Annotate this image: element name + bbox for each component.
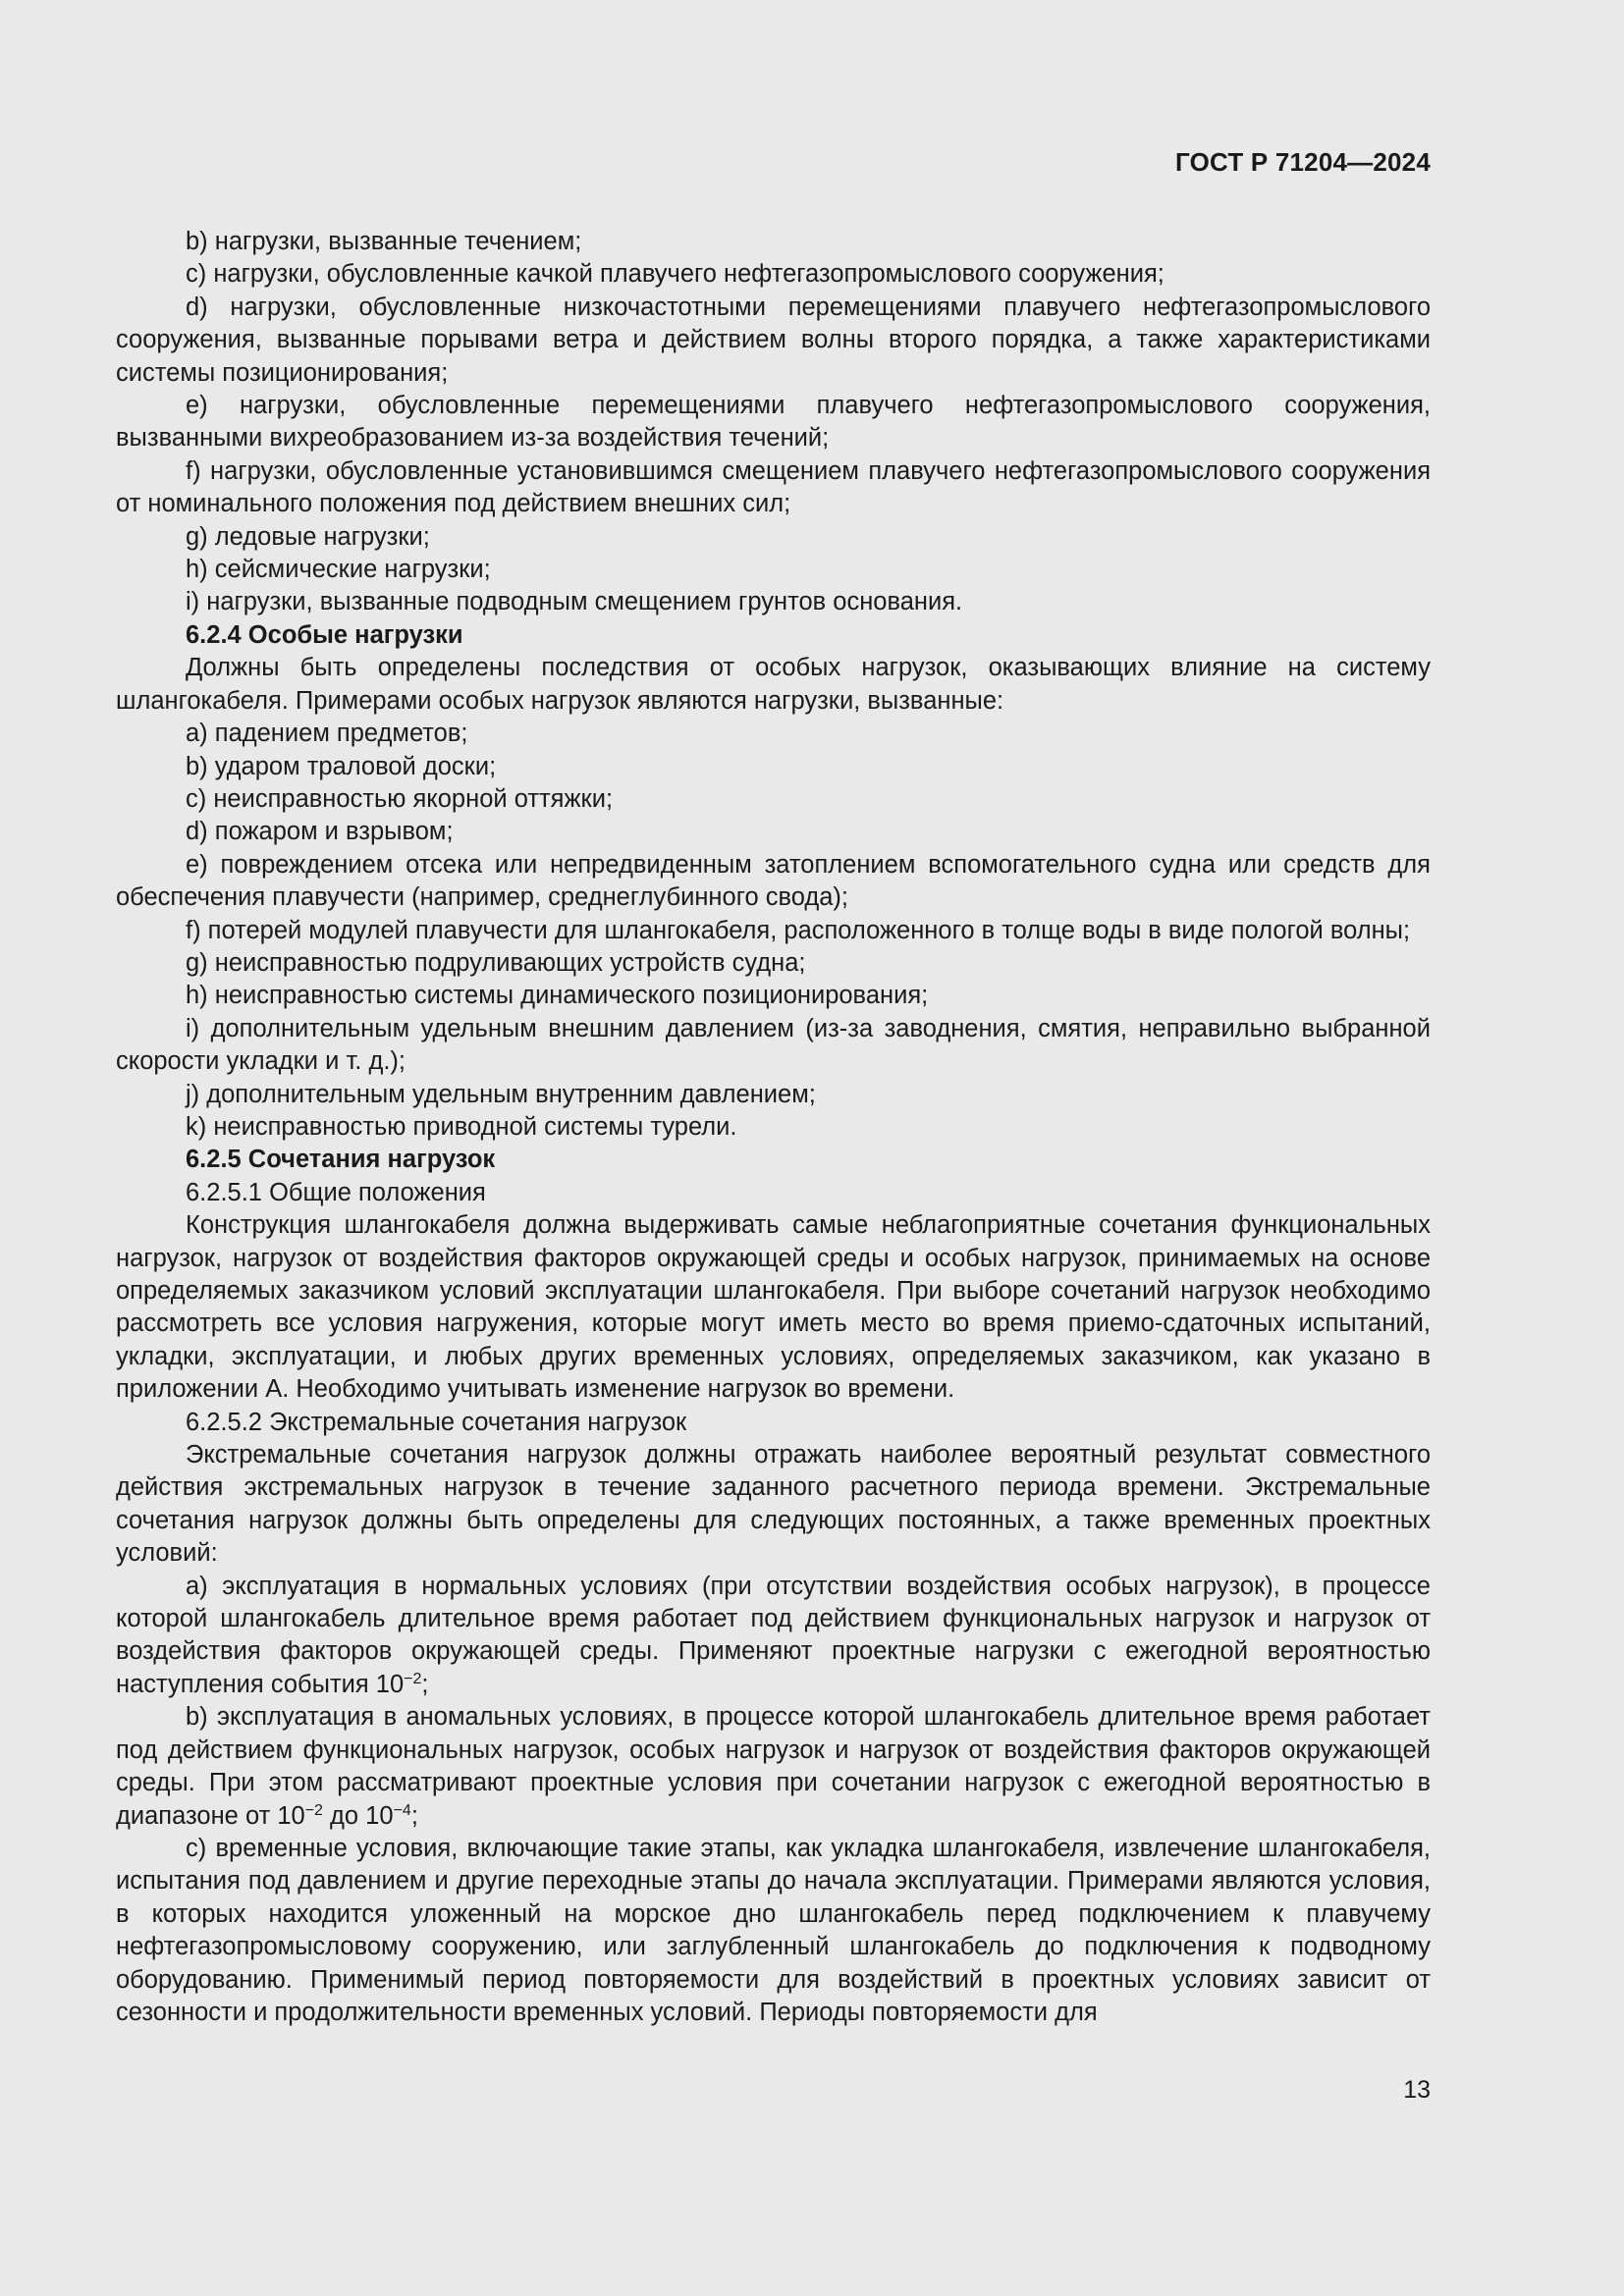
paragraph-extreme-combinations: Экстремальные сочетания нагрузок должны отражать наиболее вероятный результат совместного действия экстремальных нагрузок в течение заданного расчетного периода времени. Экстремальные сочетания нагрузок должны быть определены для следующих постоянных, а также временных проектных условий: <box>116 1441 1431 1568</box>
section-heading-6-2-4: 6.2.4 Особые нагрузки <box>186 620 463 649</box>
exponent: −2 <box>404 1670 422 1687</box>
paragraph-text: b) эксплуатация в аномальных условиях, в процессе которой шлангокабель длительное время работает под действием функциональных нагрузок, особых нагрузок и нагрузок от воздействия факторов окружающей среды. При этом рассматривают проектные условия при сочетании нагрузок с ежегодной вероятностью в диапазоне от 10 <box>116 1703 1431 1830</box>
list-item-i-external-pressure: i) дополнительным удельным внешним давлением (из-за заводнения, смятия, неправильно выбранной скорости укладки и т. д.); <box>116 1014 1431 1076</box>
list-item-b-trawl: b) ударом траловой доски; <box>186 752 497 780</box>
paragraph-tail: ; <box>410 1801 418 1830</box>
paragraph-text: a) эксплуатация в нормальных условиях (при отсутствии воздействия особых нагрузок), в процессе которой шлангокабель длительное время работает под действием функциональных нагрузок и нагрузок от воздействия факторов окружающей среды. Применяют проектные нагрузки с ежегодной вероятностью наступления события 10 <box>116 1572 1431 1698</box>
section-heading-6-2-5: 6.2.5 Сочетания нагрузок <box>186 1146 496 1174</box>
list-item-f-buoyancy: f) потерей модулей плавучести для шлангокабеля, расположенного в толще воды в виде пологой волны; <box>186 916 1411 944</box>
list-item-b-abnormal-operation <box>116 1701 1431 1833</box>
list-item-c-rolling: c) нагрузки, обусловленные качкой плавучего нефтегазопромыслового сооружения; <box>186 260 1164 289</box>
list-item-e-flooding: e) повреждением отсека или непредвиденным затоплением вспомогательного судна или средств для обеспечения плавучести (например, среднеглубинного свода); <box>116 850 1431 912</box>
list-item-f-offset: f) нагрузки, обусловленные установившимся смещением плавучего нефтегазопромыслового сооружения от номинального положения под действием внешних сил; <box>116 456 1431 518</box>
list-item-d-low-frequency: d) нагрузки, обусловленные низкочастотными перемещениями плавучего нефтегазопромыслового сооружения, вызванные порывами ветра и действием волны второго порядка, а также характеристиками системы позиционирования; <box>116 293 1431 387</box>
list-item-h-seismic: h) сейсмические нагрузки; <box>186 556 491 584</box>
paragraph-tail: ; <box>421 1670 429 1698</box>
paragraph-load-combinations: Конструкция шлангокабеля должна выдерживать самые неблагоприятные сочетания функциональных нагрузок, нагрузок от воздействия факторов окружающей среды и особых нагрузок, принимаемых на основе определяемых заказчиком условий эксплуатации шлангокабеля. При выборе сочетаний нагрузок необходимо рассмотреть все условия нагружения, которые могут иметь место во время приемо-сдаточных испытаний, укладки, эксплуатации, и любых других временных условиях, определяемых заказчиком, как указано в приложении А. Необходимо учитывать изменение нагрузок во времени. <box>116 1211 1431 1404</box>
document-body <box>116 226 1431 2029</box>
exponent: −2 <box>304 1801 323 1819</box>
list-item-k-turret: k) неисправностью приводной системы турели. <box>186 1112 737 1141</box>
list-item-d-fire: d) пожаром и взрывом; <box>186 818 454 846</box>
document-code-header: ГОСТ Р 71204—2024 <box>1175 147 1431 177</box>
list-item-i-soil: i) нагрузки, вызванные подводным смещением грунтов основания. <box>186 588 963 616</box>
list-item-c-mooring: c) неисправностью якорной оттяжки; <box>186 784 614 813</box>
list-item-j-internal-pressure: j) дополнительным удельным внутренним давлением; <box>186 1080 816 1108</box>
paragraph-mid: до 10 <box>322 1801 394 1830</box>
list-item-h-dp-system: h) неисправностью системы динамического позиционирования; <box>186 982 929 1010</box>
subsection-heading-6-2-5-2: 6.2.5.2 Экстремальные сочетания нагрузок <box>186 1408 687 1436</box>
paragraph-accidental-intro: Должны быть определены последствия от особых нагрузок, оказывающих влияние на систему шлангокабеля. Примерами особых нагрузок являются нагрузки, вызванные: <box>116 654 1431 715</box>
list-item-g-thrusters: g) неисправностью подруливающих устройств судна; <box>186 948 806 977</box>
list-item-a-dropped-objects: a) падением предметов; <box>186 720 468 748</box>
subsection-heading-6-2-5-1: 6.2.5.1 Общие положения <box>186 1178 486 1206</box>
exponent: −4 <box>393 1801 411 1819</box>
list-item-a-normal-operation <box>116 1571 1431 1702</box>
list-item-g-ice: g) ледовые нагрузки; <box>186 522 430 551</box>
list-item-c-temporary-conditions: c) временные условия, включающие такие этапы, как укладка шлангокабеля, извлечение шлангокабеля, испытания под давлением и другие переходные этапы до начала эксплуатации. Примерами являются условия, в которых находится уложенный на морское дно шлангокабель перед подключением к плавучему нефтегазопромысловому сооружению, или заглубленный шлангокабель до подключения к подводному оборудованию. Применимый период повторяемости для воздействий в проектных условиях зависит от сезонности и продолжительности временных условий. Периоды повторяемости для <box>116 1834 1431 2026</box>
list-item-b-current: b) нагрузки, вызванные течением; <box>186 228 582 255</box>
list-item-e-vortex: e) нагрузки, обусловленные перемещениями плавучего нефтегазопромыслового сооружения, вызванными вихреобразованием из-за воздействия течений; <box>116 392 1431 453</box>
page-number: 13 <box>1403 2076 1431 2104</box>
